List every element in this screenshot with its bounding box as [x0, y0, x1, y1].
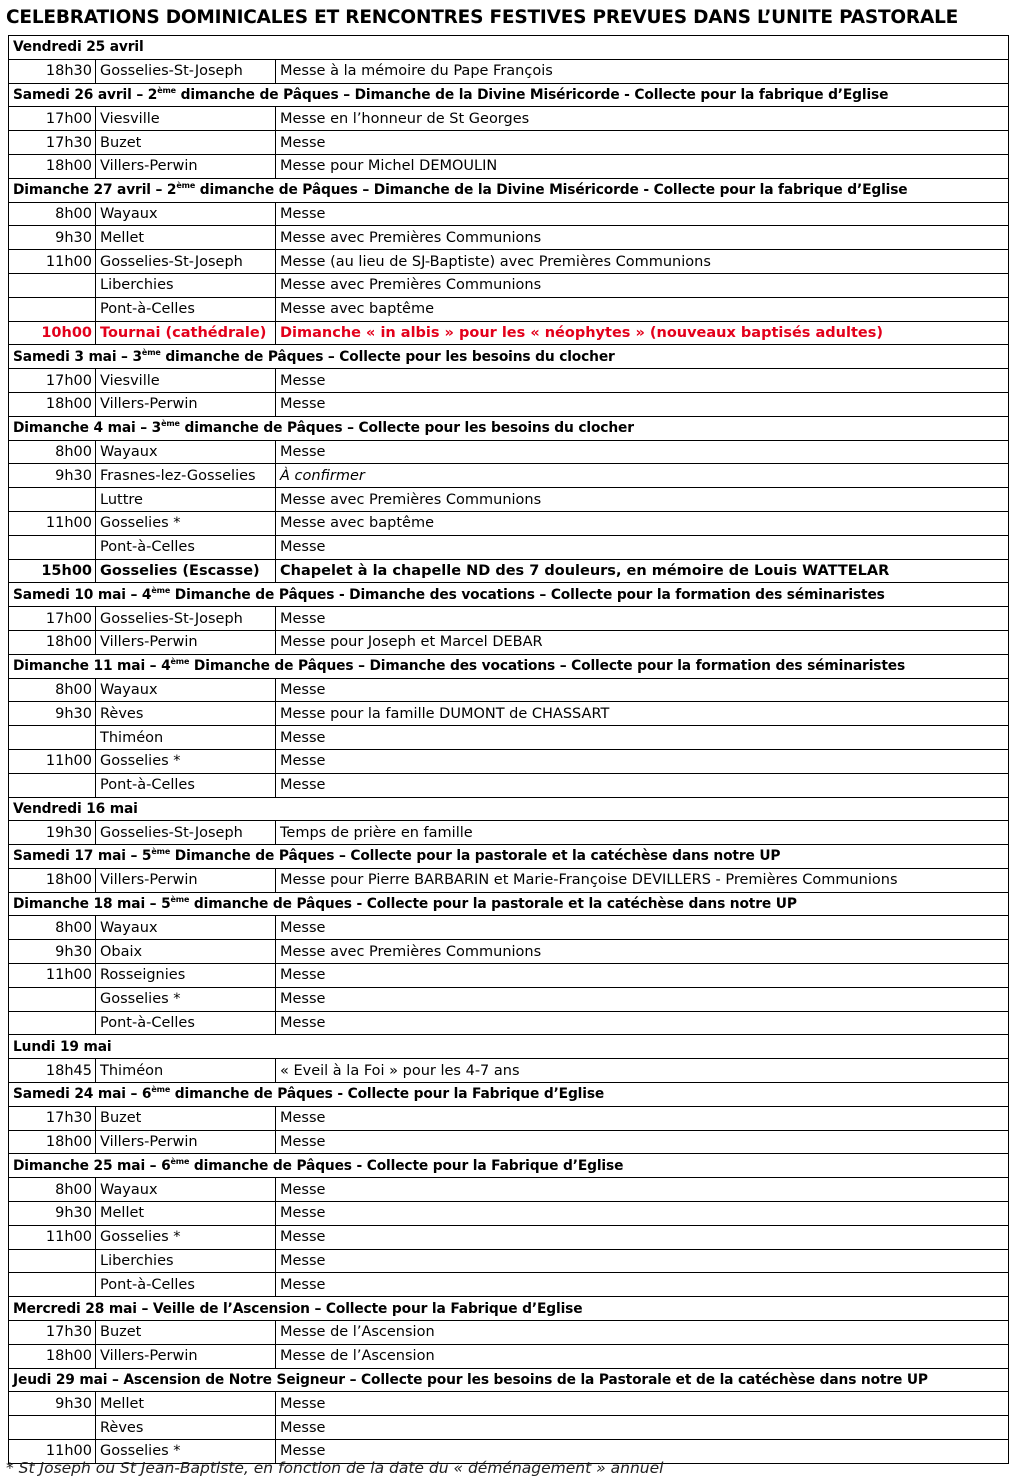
schedule-row [9, 440, 1009, 464]
description-cell: Messe [276, 535, 1009, 559]
place-cell: Gosselies * [96, 1225, 276, 1249]
schedule-row [9, 273, 1009, 297]
date-header-row [9, 1297, 1009, 1321]
place-cell: Viesville [96, 369, 276, 393]
description-cell: Messe [276, 678, 1009, 702]
date-header-row [9, 83, 1009, 107]
place-cell: Villers-Perwin [96, 630, 276, 654]
description-cell: Dimanche « in albis » pour les « néophytes » (nouveaux baptisés adultes) [276, 321, 1009, 345]
date-header [9, 1297, 1009, 1321]
header-text: Dimanche 25 mai – 6 [13, 1157, 171, 1174]
description-cell: Messe [276, 1106, 1009, 1130]
header-text: dimanche de Pâques - Collecte pour la pastorale et la catéchèse dans notre UP [189, 896, 797, 913]
time-cell [9, 726, 96, 750]
date-header-row [9, 654, 1009, 678]
header-text: dimanche de Pâques – Collecte pour les besoins du clocher [160, 348, 615, 365]
place-cell: Gosselies-St-Joseph [96, 607, 276, 631]
schedule-row [9, 821, 1009, 845]
place-cell: Villers-Perwin [96, 154, 276, 178]
schedule-row [9, 1225, 1009, 1249]
place-cell: Buzet [96, 1106, 276, 1130]
header-text: Dimanche de Pâques – Collecte pour la pastorale et la catéchèse dans notre UP [170, 848, 781, 865]
place-cell: Liberchies [96, 1249, 276, 1273]
date-header-row [9, 892, 1009, 916]
time-cell [9, 773, 96, 797]
date-header [9, 345, 1009, 369]
schedule-row [9, 1344, 1009, 1368]
date-header-row [9, 797, 1009, 821]
ordinal-suffix: ème [170, 657, 190, 667]
place-cell: Viesville [96, 107, 276, 131]
ordinal-suffix: ème [157, 85, 176, 95]
place-cell: Gosselies * [96, 511, 276, 535]
ordinal-suffix: ème [151, 847, 171, 857]
schedule-row [9, 369, 1009, 393]
schedule-row [9, 202, 1009, 226]
place-cell: Luttre [96, 488, 276, 512]
time-cell: 17h30 [9, 1321, 96, 1345]
description-cell: Messe [276, 773, 1009, 797]
schedule-row [9, 321, 1009, 345]
schedule-row [9, 940, 1009, 964]
time-cell: 8h00 [9, 202, 96, 226]
description-cell: Messe [276, 1249, 1009, 1273]
time-cell: 18h00 [9, 154, 96, 178]
description-cell: Messe [276, 131, 1009, 155]
description-cell: Messe [276, 987, 1009, 1011]
date-header-row [9, 178, 1009, 202]
date-header [9, 178, 1009, 202]
place-cell: Wayaux [96, 678, 276, 702]
schedule-row [9, 488, 1009, 512]
time-cell: 17h00 [9, 607, 96, 631]
date-header [9, 83, 1009, 107]
place-cell: Pont-à-Celles [96, 773, 276, 797]
schedule-row [9, 559, 1009, 583]
place-cell: Mellet [96, 1202, 276, 1226]
header-text: Dimanche 11 mai – 4 [13, 658, 171, 675]
description-cell: Messe [276, 916, 1009, 940]
description-cell: Messe [276, 1225, 1009, 1249]
time-cell: 17h00 [9, 107, 96, 131]
time-cell: 18h00 [9, 392, 96, 416]
schedule-row [9, 1011, 1009, 1035]
description-cell: Messe [276, 1202, 1009, 1226]
description-cell: Messe avec Premières Communions [276, 940, 1009, 964]
description-cell: « Eveil à la Foi » pour les 4-7 ans [276, 1059, 1009, 1083]
description-cell: Messe [276, 1392, 1009, 1416]
place-cell: Obaix [96, 940, 276, 964]
time-cell [9, 987, 96, 1011]
time-cell: 17h30 [9, 1106, 96, 1130]
description-cell: Messe [276, 369, 1009, 393]
description-cell: Messe [276, 1130, 1009, 1154]
header-text: Jeudi 29 mai – Ascension de Notre Seigneur – Collecte pour les besoins de la Pastorale et de la catéchèse dans notre UP [13, 1372, 928, 1389]
place-cell: Mellet [96, 1392, 276, 1416]
header-text: Vendredi 16 mai [13, 800, 138, 817]
schedule-row [9, 749, 1009, 773]
date-header-row [9, 845, 1009, 869]
place-cell: Buzet [96, 1321, 276, 1345]
place-cell: Pont-à-Celles [96, 297, 276, 321]
schedule-row [9, 868, 1009, 892]
time-cell [9, 1249, 96, 1273]
description-cell: Messe [276, 392, 1009, 416]
schedule-row [9, 1202, 1009, 1226]
place-cell: Villers-Perwin [96, 868, 276, 892]
schedule-row [9, 1249, 1009, 1273]
description-cell: Messe pour Pierre BARBARIN et Marie-Françoise DEVILLERS - Premières Communions [276, 868, 1009, 892]
place-cell: Pont-à-Celles [96, 1011, 276, 1035]
description-cell: Temps de prière en famille [276, 821, 1009, 845]
description-cell: Messe [276, 964, 1009, 988]
ordinal-suffix: ème [151, 1085, 171, 1095]
time-cell: 18h00 [9, 630, 96, 654]
description-cell: Messe [276, 1416, 1009, 1440]
header-text: Dimanche 18 mai – 5 [13, 896, 171, 913]
time-cell: 8h00 [9, 916, 96, 940]
description-cell: Messe [276, 1273, 1009, 1297]
time-cell [9, 1416, 96, 1440]
date-header-row [9, 1035, 1009, 1059]
schedule-row [9, 392, 1009, 416]
place-cell: Villers-Perwin [96, 1344, 276, 1368]
place-cell: Rèves [96, 702, 276, 726]
schedule-row [9, 630, 1009, 654]
date-header-row [9, 36, 1009, 60]
schedule-row [9, 1273, 1009, 1297]
schedule-row [9, 535, 1009, 559]
date-header-row [9, 1083, 1009, 1107]
place-cell: Gosselies * [96, 749, 276, 773]
description-cell: À confirmer [276, 464, 1009, 488]
schedule-table [8, 35, 1009, 1464]
schedule-row [9, 726, 1009, 750]
time-cell: 18h30 [9, 59, 96, 83]
place-cell: Pont-à-Celles [96, 1273, 276, 1297]
description-cell: Messe de l’Ascension [276, 1344, 1009, 1368]
place-cell: Wayaux [96, 202, 276, 226]
time-cell [9, 273, 96, 297]
date-header-row [9, 345, 1009, 369]
place-cell: Rèves [96, 1416, 276, 1440]
date-header [9, 1154, 1009, 1178]
time-cell: 9h30 [9, 1202, 96, 1226]
time-cell: 9h30 [9, 940, 96, 964]
place-cell: Wayaux [96, 916, 276, 940]
date-header [9, 583, 1009, 607]
description-cell: Messe [276, 202, 1009, 226]
place-cell: Gosselies (Escasse) [96, 559, 276, 583]
header-text: Lundi 19 mai [13, 1038, 112, 1055]
description-cell: Messe en l’honneur de St Georges [276, 107, 1009, 131]
schedule-row [9, 702, 1009, 726]
date-header [9, 845, 1009, 869]
schedule-row [9, 464, 1009, 488]
time-cell: 8h00 [9, 1178, 96, 1202]
time-cell: 15h00 [9, 559, 96, 583]
description-cell: Messe avec baptême [276, 297, 1009, 321]
schedule-row [9, 511, 1009, 535]
time-cell [9, 1273, 96, 1297]
description-cell: Messe (au lieu de SJ-Baptiste) avec Premières Communions [276, 250, 1009, 274]
place-cell: Thiméon [96, 726, 276, 750]
time-cell: 9h30 [9, 702, 96, 726]
schedule-row [9, 1178, 1009, 1202]
place-cell: Tournai (cathédrale) [96, 321, 276, 345]
date-header-row [9, 1368, 1009, 1392]
place-cell: Wayaux [96, 1178, 276, 1202]
place-cell: Buzet [96, 131, 276, 155]
schedule-row [9, 154, 1009, 178]
place-cell: Frasnes-lez-Gosselies [96, 464, 276, 488]
time-cell [9, 488, 96, 512]
place-cell: Gosselies-St-Joseph [96, 250, 276, 274]
page-title: CELEBRATIONS DOMINICALES ET RENCONTRES FESTIVES PREVUES DANS L’UNITE PASTORALE [6, 7, 959, 28]
time-cell: 18h00 [9, 1344, 96, 1368]
schedule-row [9, 916, 1009, 940]
description-cell: Messe [276, 726, 1009, 750]
header-text: Dimanche 4 mai – 3 [13, 420, 162, 437]
description-cell: Messe pour Joseph et Marcel DEBAR [276, 630, 1009, 654]
date-header [9, 1368, 1009, 1392]
place-cell: Gosselies-St-Joseph [96, 821, 276, 845]
schedule-row [9, 1416, 1009, 1440]
place-cell: Villers-Perwin [96, 392, 276, 416]
description-cell: Messe avec Premières Communions [276, 488, 1009, 512]
header-text: Dimanche de Pâques - Dimanche des vocations – Collecte pour la formation des séminaristes [170, 586, 885, 603]
description-cell: Messe [276, 1178, 1009, 1202]
ordinal-suffix: ème [170, 895, 190, 905]
schedule-row [9, 607, 1009, 631]
time-cell: 17h30 [9, 131, 96, 155]
header-text: Samedi 3 mai – 3 [13, 348, 142, 365]
schedule-row [9, 678, 1009, 702]
place-cell: Pont-à-Celles [96, 535, 276, 559]
header-text: Vendredi 25 avril [13, 39, 144, 56]
ordinal-suffix: ème [161, 419, 180, 429]
header-text: dimanche de Pâques – Dimanche de la Divine Miséricorde - Collecte pour la fabrique d’Eglise [195, 182, 908, 199]
header-text: Samedi 26 avril – 2 [13, 86, 158, 103]
header-text: Samedi 10 mai – 4 [13, 586, 152, 603]
ordinal-suffix: ème [151, 585, 171, 595]
time-cell: 18h00 [9, 868, 96, 892]
place-cell: Gosselies-St-Joseph [96, 59, 276, 83]
description-cell: Messe [276, 607, 1009, 631]
schedule-row [9, 1321, 1009, 1345]
schedule-row [9, 1059, 1009, 1083]
time-cell: 8h00 [9, 678, 96, 702]
time-cell: 18h00 [9, 1130, 96, 1154]
description-cell: Chapelet à la chapelle ND des 7 douleurs, en mémoire de Louis WATTELAR [276, 559, 1009, 583]
description-cell: Messe [276, 1440, 1009, 1464]
time-cell: 18h45 [9, 1059, 96, 1083]
place-cell: Rosseignies [96, 964, 276, 988]
header-text: Samedi 24 mai – 6 [13, 1086, 152, 1103]
description-cell: Messe avec Premières Communions [276, 273, 1009, 297]
time-cell: 11h00 [9, 964, 96, 988]
time-cell: 8h00 [9, 440, 96, 464]
time-cell: 11h00 [9, 250, 96, 274]
time-cell: 11h00 [9, 1440, 96, 1464]
date-header [9, 36, 1009, 60]
description-cell: Messe avec baptême [276, 511, 1009, 535]
header-text: dimanche de Pâques – Dimanche de la Divine Miséricorde - Collecte pour la fabrique d’Eglise [175, 86, 889, 103]
time-cell [9, 297, 96, 321]
date-header [9, 416, 1009, 440]
schedule-row [9, 1392, 1009, 1416]
header-text: dimanche de Pâques - Collecte pour la Fabrique d’Eglise [170, 1086, 605, 1103]
description-cell: Messe [276, 440, 1009, 464]
date-header-row [9, 1154, 1009, 1178]
place-cell: Gosselies * [96, 987, 276, 1011]
description-cell: Messe à la mémoire du Pape François [276, 59, 1009, 83]
schedule-row [9, 987, 1009, 1011]
time-cell: 19h30 [9, 821, 96, 845]
schedule-row [9, 131, 1009, 155]
schedule-row [9, 107, 1009, 131]
date-header [9, 797, 1009, 821]
footnote: * St Joseph ou St Jean-Baptiste, en fonction de la date du « déménagement » annuel [6, 1459, 664, 1477]
ordinal-suffix: ème [170, 1156, 190, 1166]
schedule-row [9, 59, 1009, 83]
time-cell [9, 1011, 96, 1035]
ordinal-suffix: ème [176, 181, 196, 191]
schedule-row [9, 964, 1009, 988]
description-cell: Messe [276, 1011, 1009, 1035]
place-cell: Liberchies [96, 273, 276, 297]
date-header [9, 654, 1009, 678]
header-text: Samedi 17 mai – 5 [13, 848, 152, 865]
place-cell: Villers-Perwin [96, 1130, 276, 1154]
time-cell: 17h00 [9, 369, 96, 393]
header-text: Dimanche 27 avril – 2 [13, 182, 177, 199]
header-text: dimanche de Pâques – Collecte pour les besoins du clocher [179, 420, 634, 437]
time-cell: 9h30 [9, 226, 96, 250]
header-text: Mercredi 28 mai – Veille de l’Ascension – Collecte pour la Fabrique d’Eglise [13, 1300, 583, 1317]
description-cell: Messe [276, 749, 1009, 773]
schedule-row [9, 250, 1009, 274]
date-header [9, 1083, 1009, 1107]
schedule-row [9, 297, 1009, 321]
place-cell: Thiméon [96, 1059, 276, 1083]
header-text: Dimanche de Pâques – Dimanche des vocations – Collecte pour la formation des séminaristes [189, 658, 906, 675]
date-header-row [9, 416, 1009, 440]
time-cell: 11h00 [9, 511, 96, 535]
schedule-row [9, 226, 1009, 250]
time-cell: 9h30 [9, 464, 96, 488]
place-cell: Wayaux [96, 440, 276, 464]
header-text: dimanche de Pâques - Collecte pour la Fabrique d’Eglise [189, 1157, 624, 1174]
schedule-row [9, 773, 1009, 797]
time-cell: 9h30 [9, 1392, 96, 1416]
description-cell: Messe pour la famille DUMONT de CHASSART [276, 702, 1009, 726]
time-cell: 11h00 [9, 749, 96, 773]
time-cell: 11h00 [9, 1225, 96, 1249]
date-header [9, 892, 1009, 916]
date-header-row [9, 583, 1009, 607]
description-cell: Messe pour Michel DEMOULIN [276, 154, 1009, 178]
time-cell: 10h00 [9, 321, 96, 345]
date-header [9, 1035, 1009, 1059]
schedule-row [9, 1130, 1009, 1154]
time-cell [9, 535, 96, 559]
place-cell: Mellet [96, 226, 276, 250]
ordinal-suffix: ème [141, 347, 161, 357]
description-cell: Messe avec Premières Communions [276, 226, 1009, 250]
place-cell: Gosselies * [96, 1440, 276, 1464]
description-cell: Messe de l’Ascension [276, 1321, 1009, 1345]
schedule-row [9, 1106, 1009, 1130]
